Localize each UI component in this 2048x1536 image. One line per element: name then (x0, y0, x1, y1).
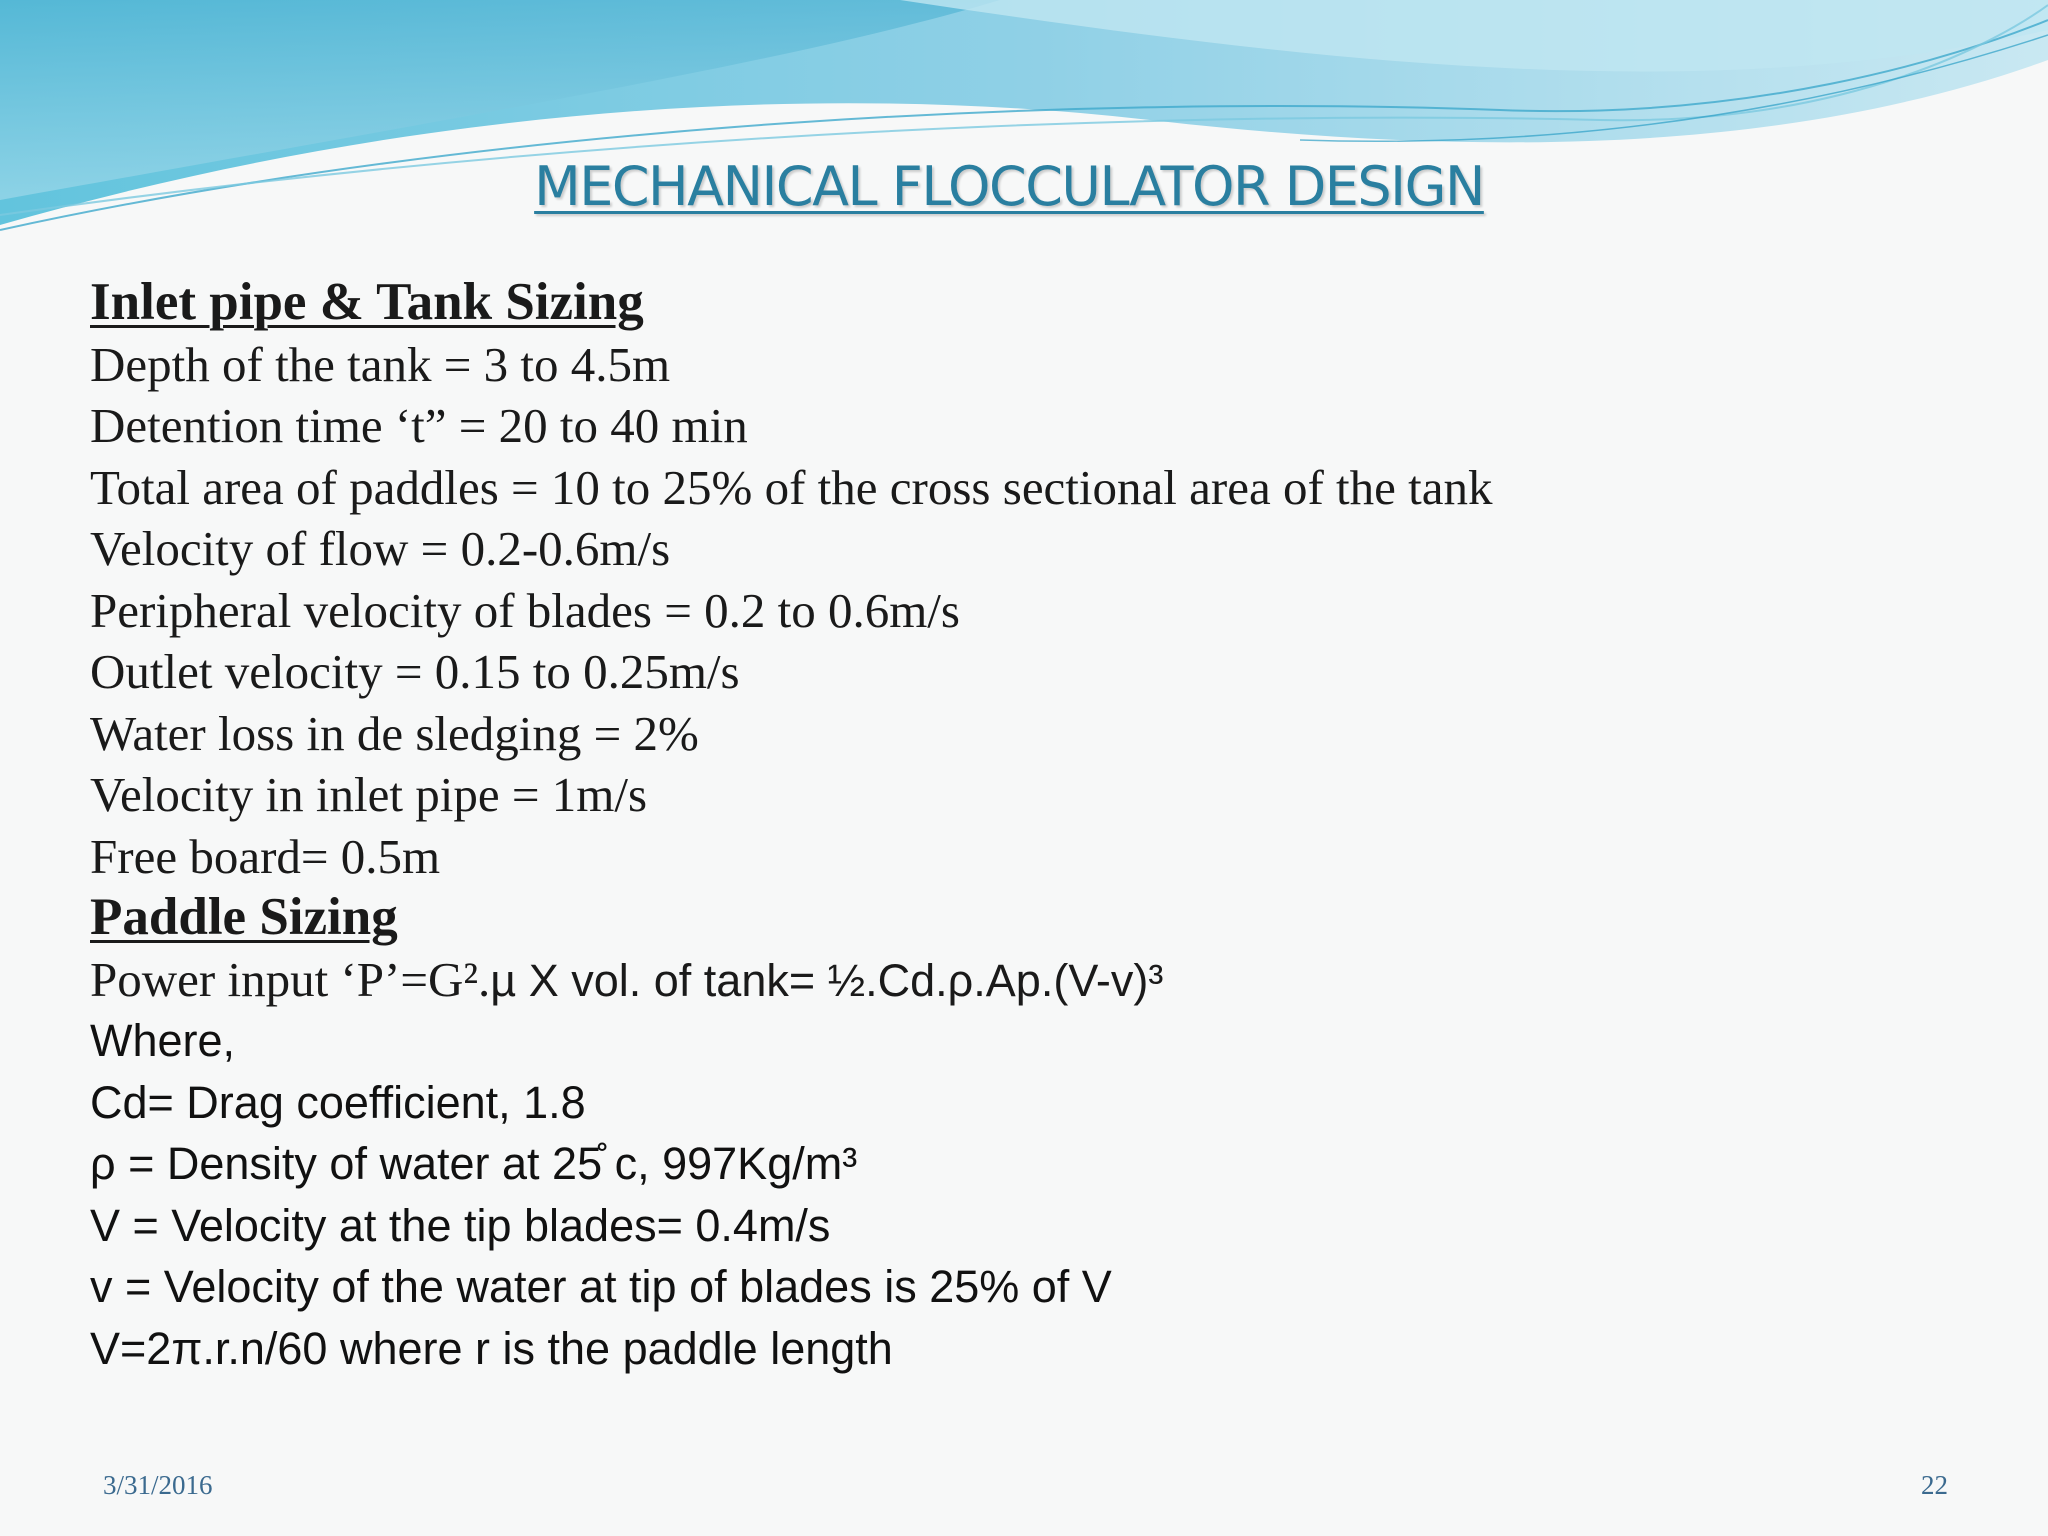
footer-page-number: 22 (1921, 1470, 1948, 1500)
body-line: Water loss in de sledging = 2% (90, 705, 699, 761)
header-wave-decoration (0, 0, 2048, 260)
body-line: Depth of the tank = 3 to 4.5m (90, 336, 671, 392)
footer-date: 3/31/2016 (103, 1470, 213, 1500)
body-line: Total area of paddles = 10 to 25% of the cross sectional area of the tank (90, 459, 1493, 515)
body-line: Velocity of flow = 0.2-0.6m/s (90, 521, 671, 576)
slide-title: MECHANICAL FLOCCULATOR DESIGN (534, 155, 1484, 218)
section-heading-paddle: Paddle Sizing (90, 888, 398, 946)
body-line: Velocity in inlet pipe = 1m/s (90, 767, 648, 822)
power-formula-expression: µ X vol. of tank= ½.Cd.ρ.Ap.(V-v)³ (490, 954, 1164, 1006)
power-formula-prefix: Power input ‘P’=G². (90, 951, 491, 1007)
power-formula-line (90, 949, 1990, 1011)
body-line: ρ = Density of water at 25̊ c, 997Kg/m³ (90, 1138, 858, 1189)
body-line: Where, (90, 1015, 236, 1066)
body-line: Peripheral velocity of blades = 0.2 to 0.6m/s (90, 582, 960, 638)
body-line: Outlet velocity = 0.15 to 0.25m/s (90, 644, 740, 699)
body-line: v = Velocity of the water at tip of blades is 25% of V (90, 1261, 1112, 1312)
slide-body (90, 272, 1990, 1379)
body-line: Cd= Drag coefficient, 1.8 (90, 1076, 586, 1128)
body-line: V = Velocity at the tip blades= 0.4m/s (90, 1199, 831, 1251)
body-line: Detention time ‘t” = 20 to 40 min (90, 398, 748, 453)
body-line: V=2π.r.n/60 where r is the paddle length (90, 1322, 893, 1374)
body-line: Free board= 0.5m (90, 828, 441, 884)
section-heading-inlet-tank: Inlet pipe & Tank Sizing (90, 273, 644, 331)
